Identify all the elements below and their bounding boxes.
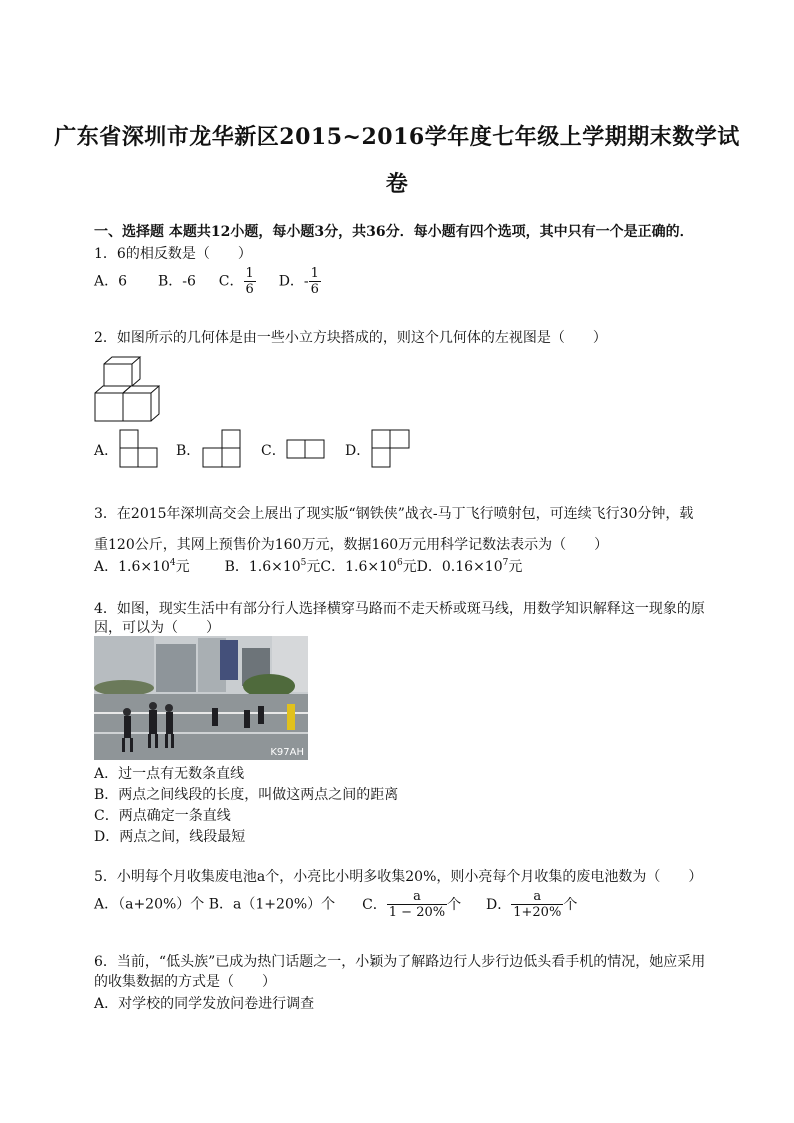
q4-option-b: B．两点之间线段的长度，叫做这两点之间的距离	[94, 787, 399, 803]
q2-option-d: D．	[345, 443, 371, 459]
exam-title-line2: 卷	[385, 171, 409, 197]
q6-line1: 6．当前，“低头族”已成为热门话题之一，小颖为了解路边行人步行边低头看手机的情况，她应采用	[94, 954, 706, 970]
q3-options	[94, 556, 522, 576]
q5-option-d: D． $\frac{a}{1+20\%}$ 个	[486, 889, 578, 920]
q1-c-fraction: $\frac{1}{6}$	[245, 266, 254, 297]
q2-stem: 2．如图所示的几何体是由一些小立方块搭成的，则这个几何体的左视图是（ ）	[94, 330, 607, 346]
exam-title-line1: 广东省深圳市龙华新区2015~2016学年度七年级上学期期末数学试	[54, 124, 740, 150]
street-crossing-photo	[94, 636, 308, 760]
q5-option-a: A．（a+20%）个	[94, 896, 205, 913]
q1-d-fraction: $\frac{1}{6}$	[310, 266, 319, 297]
q6-option-a: A．对学校的同学发放问卷进行调查	[94, 996, 315, 1012]
q1-option-a: A．6	[94, 273, 128, 290]
q2-view-a	[119, 429, 159, 469]
q4-line1: 4．如图，现实生活中有部分行人选择横穿马路而不走天桥或斑马线，用数学知识解释这一现象的原	[94, 601, 705, 617]
q1-option-b: B．-6	[157, 273, 196, 290]
q4-option-d: D．两点之间，线段最短	[94, 829, 246, 845]
q1-option-c: C．	[218, 273, 244, 290]
q3-option-b: B．$1.6\times 10^5$元	[224, 558, 321, 575]
q1-option-d: D．-	[278, 273, 309, 290]
q2-option-b: B．	[176, 443, 201, 459]
q2-view-b	[202, 429, 242, 469]
photo-watermark: K97AH	[270, 747, 304, 758]
q1-stem: 1．6的相反数是（ ）	[94, 246, 252, 262]
q3-line1: 3．在2015年深圳高交会上展出了现实版“钢铁侠”战衣-马丁飞行喷射包，可连续飞行30分钟，载	[94, 506, 694, 522]
q5-option-b: B．a（1+20%）个	[208, 896, 336, 913]
q2-view-d	[371, 429, 411, 469]
q6-line2: 的收集数据的方式是（ ）	[94, 974, 276, 990]
q2-option-a: A．	[94, 443, 119, 459]
q4-option-c: C．两点确定一条直线	[94, 808, 231, 824]
q1-options	[94, 266, 321, 297]
q5-stem: 5．小明每个月收集废电池a个，小亮比小明多收集20%，则小亮每个月收集的废电池数为（ ）	[94, 869, 703, 885]
q3-line2: 重120公斤，其网上预售价为160万元，数据160万元用科学记数法表示为（ ）	[94, 537, 609, 553]
cube-stack-figure	[94, 356, 160, 422]
q4-line2: 因，可以为（ ）	[94, 620, 220, 636]
q5-option-c: C． $\frac{a}{1 - 20\%}$ 个	[362, 889, 462, 920]
q3-option-a: A．$1.6\times 10^4$元	[94, 558, 190, 575]
q2-view-c	[286, 439, 326, 459]
q3-option-d: D．$0.16\times 10^7$元	[416, 558, 523, 575]
q2-option-c: C．	[261, 443, 286, 459]
q4-option-a: A．过一点有无数条直线	[94, 766, 245, 782]
q3-option-c: C．$1.6\times 10^6$元	[320, 558, 417, 575]
section-heading: 一、选择题 本题共12小题，每小题3分，共36分．每小题有四个选项，其中只有一个是正确的．	[94, 224, 694, 240]
q5-options	[94, 889, 577, 920]
